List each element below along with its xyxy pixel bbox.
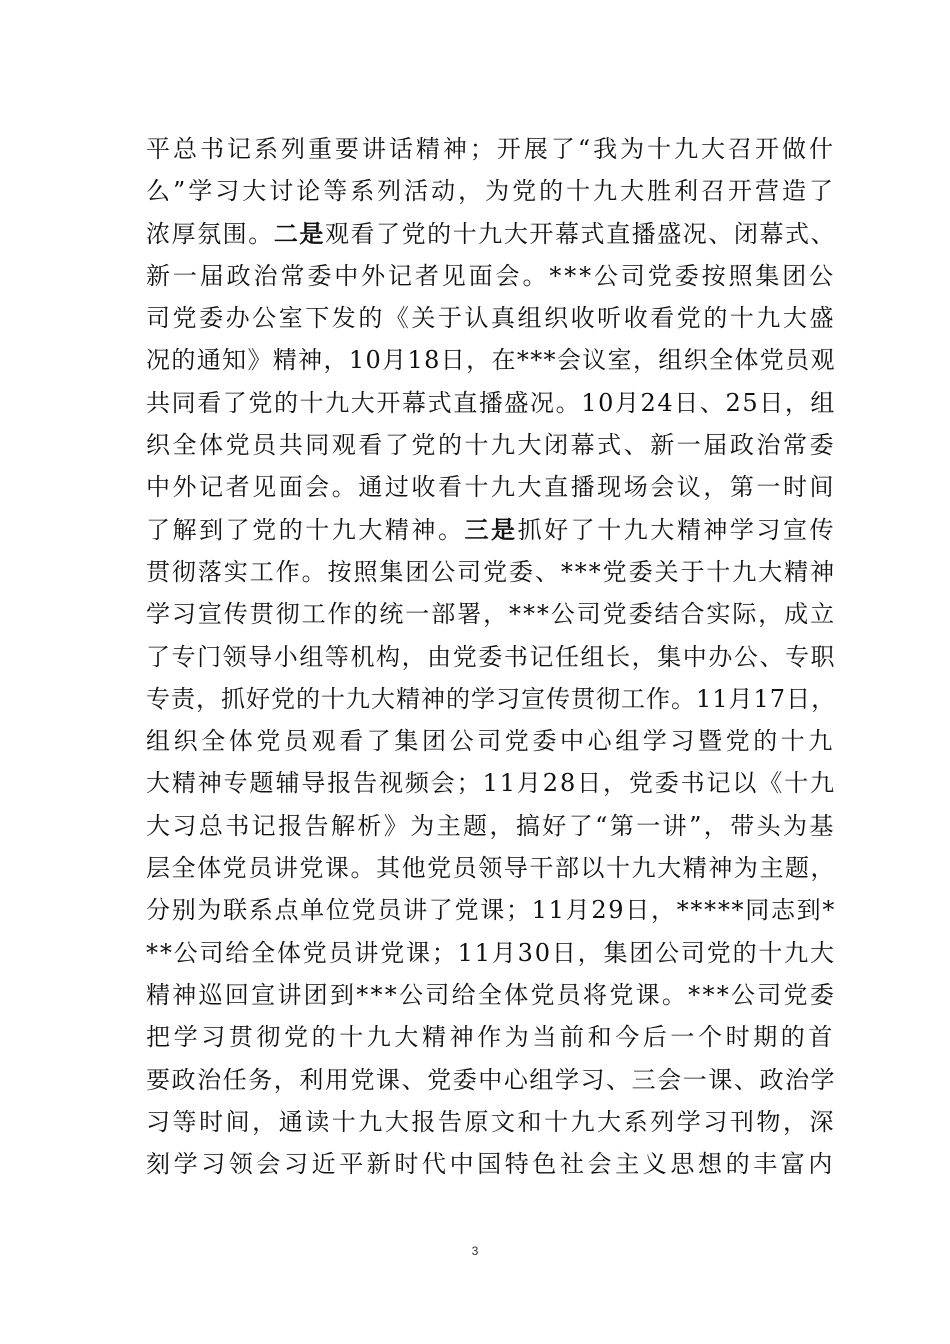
text-line [146,255,836,297]
body-text [146,128,836,1185]
text-run: 专责，抓好党的十九大精神的学习宣传贯彻工作。11月17日， [146,684,836,713]
text-run: 司党委办公室下发的《关于认真组织收听收看党的十九大盛 [146,304,836,333]
text-line [146,213,836,255]
text-line [146,593,836,635]
text-run: 大精神专题辅导报告视频会；11月28日，党委书记以《十九 [146,769,836,798]
text-run: **公司给全体党员讲党课；11月30日，集团公司党的十九大 [146,938,836,967]
text-line [146,382,836,424]
text-line [146,509,836,551]
text-line [146,762,836,804]
text-line [146,297,836,339]
text-line [146,847,836,889]
text-run: 要政治任务，利用党课、党委中心组学习、三会一课、政治学 [146,1065,836,1094]
text-run: 中外记者见面会。通过收看十九大直播现场会议，第一时间 [146,473,836,502]
text-line [146,678,836,720]
text-line [146,1059,836,1101]
text-run: 抓好了十九大精神学习宣传 [517,515,836,544]
text-line [146,805,836,847]
bold-run: 三是 [464,514,518,544]
page-number: 3 [471,1244,479,1258]
text-run: 了解到了党的十九大精神。 [146,515,465,544]
text-run: 大习总书记报告解析》为主题，搞好了“第一讲”，带头为基 [146,811,836,840]
text-line [146,424,836,466]
text-line [146,636,836,678]
text-run: 么”学习大讨论等系列活动，为党的十九大胜利召开营造了 [146,177,836,206]
text-line [146,974,836,1016]
text-line [146,551,836,593]
text-line [146,128,836,170]
text-run: 精神巡回宣讲团到***公司给全体党员将党课。***公司党委 [146,980,836,1009]
text-run: 平总书记系列重要讲话精神；开展了“我为十九大召开做什 [146,135,836,163]
bold-run: 二是 [273,218,325,248]
text-run: 学习宣传贯彻工作的统一部署，***公司党委结合实际，成立 [146,600,836,629]
text-line [146,1016,836,1058]
text-run: 把学习贯彻党的十九大精神作为当前和今后一个时期的首 [146,1023,836,1052]
text-line [146,170,836,212]
text-line [146,889,836,931]
text-line [146,932,836,974]
text-line [146,1101,836,1143]
text-run: 分别为联系点单位党员讲了党课；11月29日，*****同志到* [146,896,836,925]
text-run: 贯彻落实工作。按照集团公司党委、***党委关于十九大精神 [146,557,836,586]
text-line [146,720,836,762]
text-run: 新一届政治常委中外记者见面会。***公司党委按照集团公 [146,261,836,290]
text-run: 了专门领导小组等机构，由党委书记任组长，集中办公、专职 [146,642,836,671]
text-run: 刻学习领会习近平新时代中国特色社会主义思想的丰富内 [146,1150,836,1179]
text-line [146,466,836,508]
text-run: 织全体党员共同观看了党的十九大闭幕式、新一届政治常委 [146,431,836,460]
text-run: 层全体党员讲党课。其他党员领导干部以十九大精神为主题， [146,854,836,883]
text-run: 浓厚氛围。 [146,219,274,248]
text-line [146,1143,836,1185]
text-line [146,339,836,381]
text-run: 习等时间，通读十九大报告原文和十九大系列学习刊物，深 [146,1107,836,1136]
text-run: 组织全体党员观看了集团公司党委中心组学习暨党的十九 [146,727,836,756]
text-run: 况的通知》精神，10月18日，在***会议室，组织全体党员观 [146,346,836,375]
text-run: 观看了党的十九大开幕式直播盛况、闭幕式、 [324,219,836,248]
text-run: 共同看了党的十九大开幕式直播盛况。10月24日、25日，组 [146,388,836,417]
